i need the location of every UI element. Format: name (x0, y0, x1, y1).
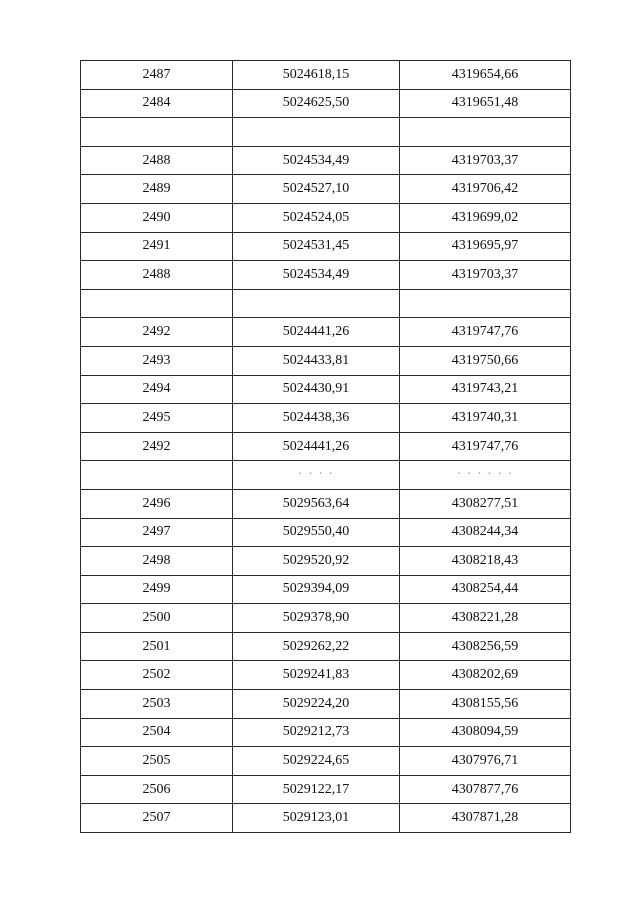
point-number-cell: 2497 (81, 518, 233, 547)
y-coordinate-cell: 4319654,66 (400, 61, 571, 90)
x-coordinate-cell: 5029394,09 (233, 575, 400, 604)
x-coordinate-cell: 5024438,36 (233, 404, 400, 433)
table-row (81, 61, 571, 90)
y-coordinate-cell: 4319706,42 (400, 175, 571, 204)
y-coordinate-cell: 4307877,76 (400, 775, 571, 804)
table-row (81, 375, 571, 404)
y-coordinate-cell: 4308254,44 (400, 575, 571, 604)
table-row (81, 747, 571, 776)
x-coordinate-cell: 5029224,20 (233, 690, 400, 719)
point-number-cell: 2489 (81, 175, 233, 204)
table-row (81, 404, 571, 433)
x-coordinate-cell: 5029123,01 (233, 804, 400, 833)
y-coordinate-cell: 4319740,31 (400, 404, 571, 433)
coordinates-table-body (81, 61, 571, 833)
x-coordinate-cell: 5024534,49 (233, 261, 400, 290)
x-coordinate-cell: 5029262,22 (233, 632, 400, 661)
x-coordinate-cell: 5029563,64 (233, 489, 400, 518)
y-coordinate-cell: 4307976,71 (400, 747, 571, 776)
x-coordinate-cell: 5024524,05 (233, 203, 400, 232)
x-coordinate-cell: 5024618,15 (233, 61, 400, 90)
coordinates-table (80, 60, 571, 833)
x-coordinate-cell: 5024527,10 (233, 175, 400, 204)
x-coordinate-cell (233, 289, 400, 318)
point-number-cell: 2487 (81, 61, 233, 90)
y-coordinate-cell: 4308277,51 (400, 489, 571, 518)
y-coordinate-cell: 4319703,37 (400, 261, 571, 290)
y-coordinate-cell: 4308202,69 (400, 661, 571, 690)
y-coordinate-cell (400, 289, 571, 318)
table-row (81, 232, 571, 261)
y-coordinate-cell: 4308218,43 (400, 547, 571, 576)
table-row (81, 203, 571, 232)
point-number-cell: 2504 (81, 718, 233, 747)
x-coordinate-cell: 5024441,26 (233, 432, 400, 461)
table-row (81, 718, 571, 747)
table-row (81, 690, 571, 719)
table-row (81, 318, 571, 347)
y-coordinate-cell: · · · · · · (400, 461, 571, 490)
x-coordinate-cell: 5029550,40 (233, 518, 400, 547)
table-row (81, 146, 571, 175)
point-number-cell (81, 461, 233, 490)
y-coordinate-cell: 4319695,97 (400, 232, 571, 261)
point-number-cell: 2505 (81, 747, 233, 776)
x-coordinate-cell: 5024430,91 (233, 375, 400, 404)
point-number-cell: 2506 (81, 775, 233, 804)
point-number-cell: 2503 (81, 690, 233, 719)
point-number-cell: 2507 (81, 804, 233, 833)
x-coordinate-cell: 5024531,45 (233, 232, 400, 261)
point-number-cell (81, 118, 233, 147)
x-coordinate-cell: 5024441,26 (233, 318, 400, 347)
x-coordinate-cell: 5029224,65 (233, 747, 400, 776)
y-coordinate-cell: 4308256,59 (400, 632, 571, 661)
x-coordinate-cell: 5029520,92 (233, 547, 400, 576)
separator-row (81, 118, 571, 147)
x-coordinate-cell: 5024534,49 (233, 146, 400, 175)
table-row (81, 346, 571, 375)
y-coordinate-cell: 4308221,28 (400, 604, 571, 633)
point-number-cell: 2500 (81, 604, 233, 633)
point-number-cell: 2492 (81, 318, 233, 347)
y-coordinate-cell: 4308094,59 (400, 718, 571, 747)
point-number-cell: 2502 (81, 661, 233, 690)
y-coordinate-cell: 4319747,76 (400, 318, 571, 347)
y-coordinate-cell: 4319747,76 (400, 432, 571, 461)
x-coordinate-cell: 5029122,17 (233, 775, 400, 804)
y-coordinate-cell: 4319743,21 (400, 375, 571, 404)
y-coordinate-cell: 4307871,28 (400, 804, 571, 833)
table-row (81, 575, 571, 604)
table-row (81, 661, 571, 690)
x-coordinate-cell (233, 118, 400, 147)
table-row (81, 604, 571, 633)
separator-row (81, 289, 571, 318)
point-number-cell (81, 289, 233, 318)
point-number-cell: 2488 (81, 146, 233, 175)
separator-row (81, 461, 571, 490)
table-row (81, 89, 571, 118)
point-number-cell: 2496 (81, 489, 233, 518)
point-number-cell: 2494 (81, 375, 233, 404)
table-row (81, 175, 571, 204)
table-row (81, 489, 571, 518)
table-row (81, 775, 571, 804)
table-row (81, 518, 571, 547)
table-row (81, 547, 571, 576)
point-number-cell: 2490 (81, 203, 233, 232)
table-row (81, 432, 571, 461)
point-number-cell: 2501 (81, 632, 233, 661)
x-coordinate-cell: 5024433,81 (233, 346, 400, 375)
point-number-cell: 2493 (81, 346, 233, 375)
table-row (81, 804, 571, 833)
point-number-cell: 2484 (81, 89, 233, 118)
point-number-cell: 2491 (81, 232, 233, 261)
y-coordinate-cell (400, 118, 571, 147)
y-coordinate-cell: 4319750,66 (400, 346, 571, 375)
point-number-cell: 2498 (81, 547, 233, 576)
x-coordinate-cell: 5029241,83 (233, 661, 400, 690)
point-number-cell: 2495 (81, 404, 233, 433)
y-coordinate-cell: 4319651,48 (400, 89, 571, 118)
table-row (81, 261, 571, 290)
y-coordinate-cell: 4319699,02 (400, 203, 571, 232)
y-coordinate-cell: 4308244,34 (400, 518, 571, 547)
y-coordinate-cell: 4319703,37 (400, 146, 571, 175)
x-coordinate-cell: · · · · (233, 461, 400, 490)
y-coordinate-cell: 4308155,56 (400, 690, 571, 719)
point-number-cell: 2488 (81, 261, 233, 290)
point-number-cell: 2499 (81, 575, 233, 604)
x-coordinate-cell: 5029212,73 (233, 718, 400, 747)
x-coordinate-cell: 5029378,90 (233, 604, 400, 633)
x-coordinate-cell: 5024625,50 (233, 89, 400, 118)
point-number-cell: 2492 (81, 432, 233, 461)
table-row (81, 632, 571, 661)
